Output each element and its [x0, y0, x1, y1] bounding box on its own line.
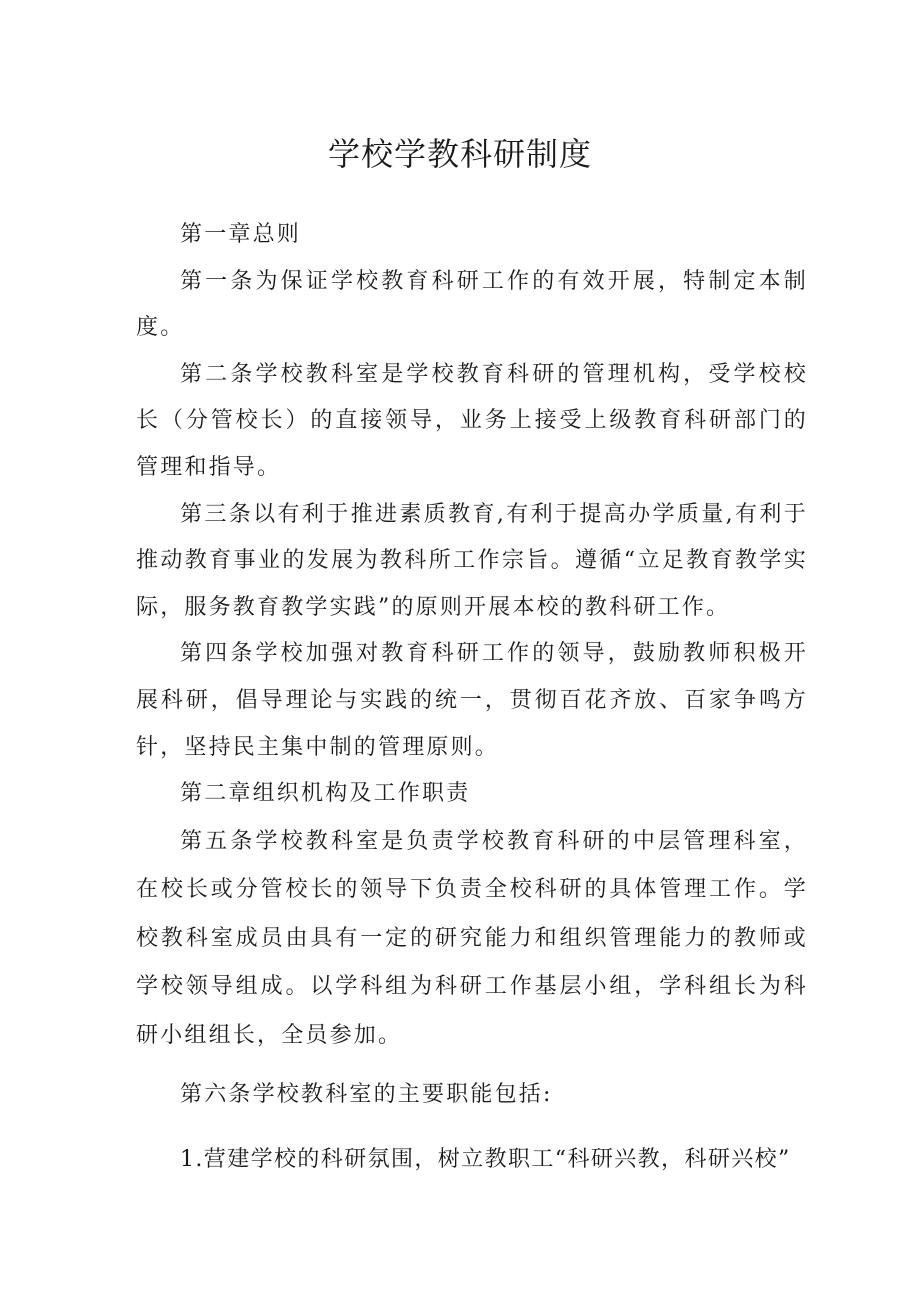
article-paragraph: 第五条学校教科室是负责学校教育科研的中层管理科室，在校长或分管校长的领导下负责全校科研的具体管理工作。学校教科室成员由具有一定的研究能力和组织管理能力的教师或学校领导组成。以学科组为科研工作基层小组，学科组长为科研小组组长，全员参加。: [136, 828, 808, 1048]
article-paragraph: 第六条学校教科室的主要职能包括:: [180, 1082, 553, 1108]
list-item: 1.营建学校的科研氛围，树立教职工“科研兴教，科研兴校”: [180, 1146, 791, 1172]
chapter-heading: 第一章总则: [180, 222, 302, 247]
document-body: [136, 212, 808, 1183]
chapter-heading: 第二章组织机构及工作职责: [180, 781, 471, 807]
article-paragraph: 第二条学校教科室是学校教育科研的管理机构，受学校校长（分管校长）的直接领导，业务上接受上级教育科研部门的管理和指导。: [136, 361, 808, 480]
document-title: 学校学教科研制度: [327, 135, 592, 173]
article-paragraph: 第三条以有利于推进素质教育,有利于提高办学质量,有利于推动教育事业的发展为教科所工作宗旨。遵循“立足教育教学实际，服务教育教学实践”的原则开展本校的教科研工作。: [136, 501, 808, 620]
article-paragraph: 第四条学校加强对教育科研工作的领导，鼓励教师积极开展科研，倡导理论与实践的统一，贯彻百花齐放、百家争鸣方针，坚持民主集中制的管理原则。: [136, 641, 808, 760]
article-paragraph: 第一条为保证学校教育科研工作的有效开展，特制定本制度。: [136, 268, 808, 341]
